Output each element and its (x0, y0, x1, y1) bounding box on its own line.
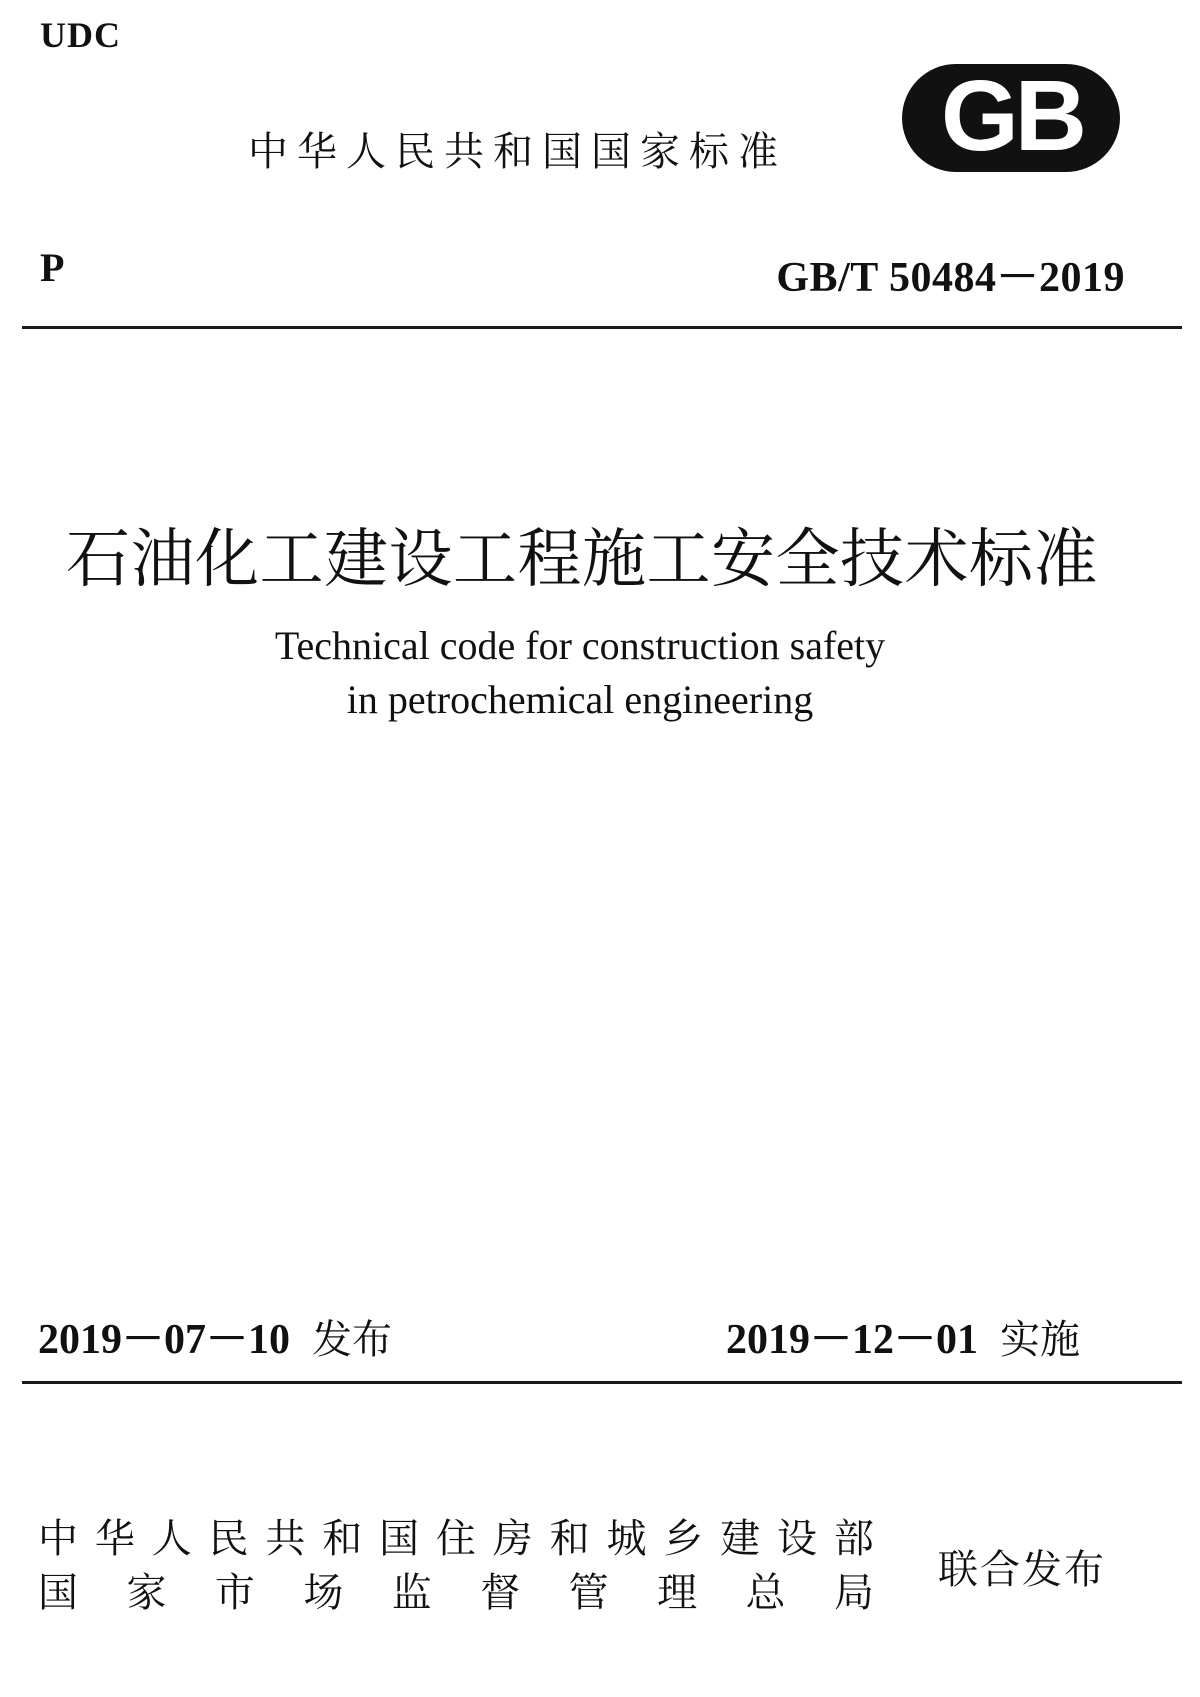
issuer-char: 场 (303, 1570, 344, 1616)
issuer-char: 理 (657, 1570, 698, 1616)
gb-logo-text: GB (941, 60, 1083, 172)
implement-label: 实施 (1000, 1317, 1081, 1363)
national-standard-heading: 中华人民共和国国家标准 (248, 129, 787, 175)
issuer-char: 督 (480, 1570, 521, 1616)
issuer-char: 共 (265, 1516, 306, 1562)
issuer-char: 华 (94, 1516, 135, 1562)
issuer-char: 管 (568, 1570, 609, 1616)
issuer-char: 设 (776, 1516, 817, 1562)
issuer-line-2 (38, 1566, 874, 1620)
issue-label: 发布 (312, 1317, 393, 1363)
issuer-char: 市 (214, 1570, 255, 1616)
implement-date: 2019－12－01 (726, 1317, 979, 1363)
issuer-char: 中 (38, 1516, 78, 1562)
issuer-char: 家 (126, 1570, 167, 1616)
issuer-char: 住 (435, 1516, 476, 1562)
issuer-char: 城 (606, 1516, 647, 1562)
issuer-char: 建 (720, 1516, 761, 1562)
issuing-authorities (38, 1512, 874, 1620)
issuer-char: 局 (833, 1570, 874, 1616)
issuer-char: 乡 (663, 1516, 704, 1562)
issuer-char: 民 (208, 1516, 249, 1562)
implement-date-block (726, 1306, 1080, 1366)
issuer-char: 和 (549, 1516, 590, 1562)
bottom-divider (22, 1381, 1182, 1384)
issue-date-block (38, 1306, 392, 1366)
issuer-char: 和 (322, 1516, 363, 1562)
issuer-char: 部 (833, 1516, 874, 1562)
issuer-char: 监 (391, 1570, 432, 1616)
issuer-char: 国 (379, 1516, 420, 1562)
issuer-line-1 (38, 1512, 874, 1566)
top-divider (22, 326, 1182, 329)
title-chinese: 石油化工建设工程施工安全技术标准 (66, 524, 1098, 595)
title-english-line-2: in petrochemical engineering (346, 677, 814, 722)
category-code: P (40, 245, 65, 290)
issuer-char: 人 (151, 1516, 192, 1562)
title-english-line-1: Technical code for construction safety (274, 623, 886, 668)
standard-number: GB/T 50484－2019 (776, 255, 1125, 301)
jointly-issued-label: 联合发布 (938, 1547, 1106, 1593)
gb-logo (900, 58, 1125, 178)
issuer-char: 总 (745, 1570, 786, 1616)
issuer-char: 房 (492, 1516, 533, 1562)
udc-label: UDC (40, 15, 121, 55)
issue-date: 2019－07－10 (38, 1317, 291, 1363)
issuer-char: 国 (38, 1570, 78, 1616)
